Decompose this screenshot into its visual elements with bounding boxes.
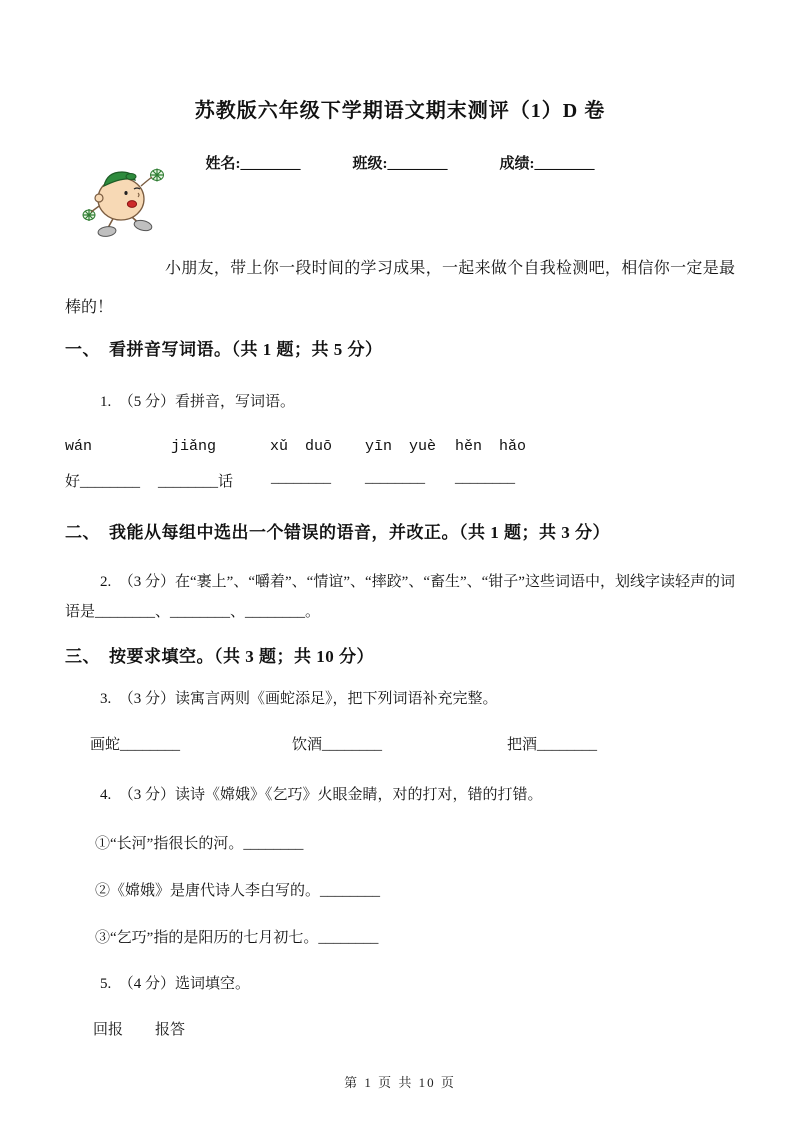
pinyin-syllable-5: hěn hǎo: [455, 438, 527, 455]
mascot-boy-illustration: [80, 162, 175, 240]
pinyin-row: [65, 438, 735, 456]
question-4-text: 4. （3 分）读诗《嫦娥》《乞巧》火眼金睛，对的打对，错的打错。: [100, 787, 543, 803]
shoes-icon: [97, 219, 152, 238]
q3-answer-blank-2: 饮酒________: [292, 737, 383, 753]
page-title: 苏教版六年级下学期语文期末测评（1）D 卷: [194, 100, 606, 122]
q1-answer-blank-1: 好________: [65, 474, 141, 490]
score-blank: ________: [534, 156, 595, 172]
question-3-text: 3. （3 分）读寓言两则《画蛇添足》，把下列词语补充完整。: [100, 691, 498, 707]
q5-word-option-2: 报答: [155, 1022, 186, 1038]
name-blank: ________: [240, 156, 301, 172]
class-label: 班级:: [352, 156, 388, 172]
student-name-field: [206, 152, 301, 173]
q1-answer-blank-3: ________: [271, 470, 331, 486]
q1-answer-blank-2: ________话: [158, 474, 234, 490]
q1-answer-blank-4: ________: [365, 470, 425, 486]
pinyin-syllable-2: jiǎng: [171, 438, 217, 455]
score-label: 成绩:: [499, 156, 535, 172]
intro-text: 小朋友，带上你一段时间的学习成果，一起来做个自我检测吧，相信你一定是最棒的！: [65, 260, 735, 316]
q3-answer-blank-1: 画蛇________: [90, 737, 181, 753]
q3-answer-row: [65, 733, 735, 752]
page-footer: 第 1 页 共 10 页: [344, 1075, 456, 1090]
question-2-text: 2. （3 分）在“裹上”、“嚼着”、“情谊”、“摔跤”、“畜生”、“钳子”这些词语中，划线字读轻声的词语是________、________、________。: [65, 574, 735, 620]
name-label: 姓名:: [205, 156, 241, 172]
section-3-heading: 三、 按要求填空。（共 3 题；共 10 分）: [65, 647, 374, 666]
q4-item-3: ③“乞巧”指的是阳历的七月初七。________: [95, 930, 379, 946]
q5-word-options: [93, 1018, 735, 1039]
q5-word-option-1: 回报: [93, 1022, 124, 1038]
q1-answer-blank-5: ________: [455, 470, 515, 486]
q3-answer-blank-3: 把酒________: [507, 737, 598, 753]
student-score-field: [500, 152, 595, 173]
pinyin-syllable-3: xǔ duō: [270, 438, 333, 455]
q4-item-1: ①“长河”指很长的河。________: [95, 836, 304, 852]
pinyin-syllable-4: yīn yuè: [365, 438, 437, 455]
question-1-text: 1. （5 分）看拼音，写词语。: [100, 394, 296, 410]
section-1-heading: 一、 看拼音写词语。（共 1 题；共 5 分）: [65, 340, 383, 359]
right-hand-icon: [151, 169, 164, 182]
class-blank: ________: [387, 156, 448, 172]
pinyin-syllable-1: wán: [65, 438, 93, 455]
q4-item-2: ②《嫦娥》是唐代诗人李白写的。________: [95, 883, 381, 899]
section-2-heading: 二、 我能从每组中选出一个错误的语音，并改正。（共 1 题；共 3 分）: [65, 523, 610, 542]
q1-answer-row: [65, 470, 735, 489]
question-5-text: 5. （4 分）选词填空。: [100, 976, 251, 992]
student-class-field: [353, 152, 448, 173]
